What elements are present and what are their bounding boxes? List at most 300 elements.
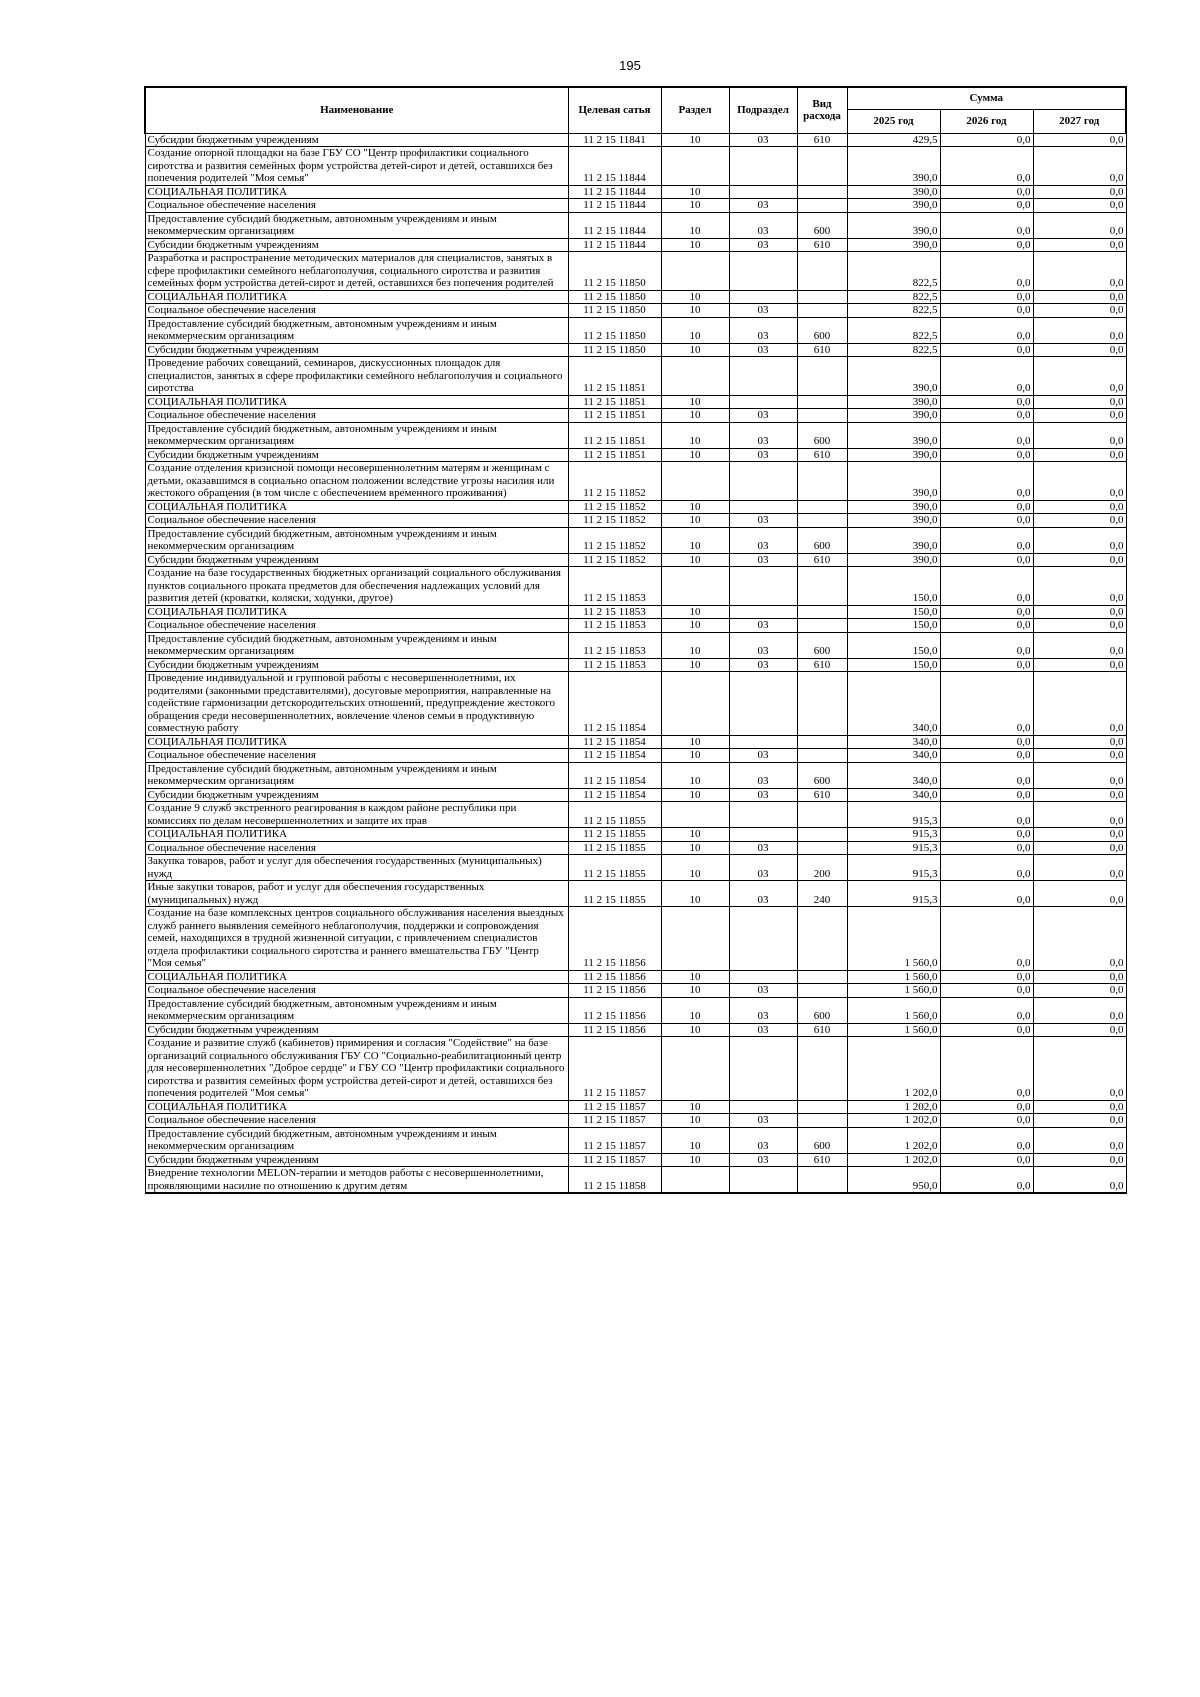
table-row [145,500,1126,514]
row-subsection: 03 [729,855,797,881]
row-name: Предоставление субсидий бюджетным, автономным учреждениям и иным некоммерческим организациям [145,632,568,658]
row-section [661,672,729,736]
row-expense-type: 600 [797,422,847,448]
row-subsection: 03 [729,984,797,998]
row-sum-2026: 0,0 [940,448,1033,462]
row-sum-2027: 0,0 [1033,658,1126,672]
row-expense-type [797,514,847,528]
row-subsection: 03 [729,762,797,788]
row-sum-2026: 0,0 [940,632,1033,658]
table-row [145,762,1126,788]
row-sum-2026: 0,0 [940,672,1033,736]
row-name: СОЦИАЛЬНАЯ ПОЛИТИКА [145,735,568,749]
row-subsection [729,500,797,514]
row-target: 11 2 15 11858 [568,1167,661,1194]
row-expense-type: 240 [797,881,847,907]
row-section [661,907,729,971]
row-sum-2025: 340,0 [847,672,940,736]
row-section: 10 [661,133,729,147]
row-target: 11 2 15 11854 [568,749,661,763]
row-expense-type: 610 [797,238,847,252]
row-sum-2026: 0,0 [940,422,1033,448]
row-target: 11 2 15 11854 [568,762,661,788]
row-subsection: 03 [729,841,797,855]
row-target: 11 2 15 11844 [568,147,661,186]
row-target: 11 2 15 11844 [568,212,661,238]
row-subsection: 03 [729,317,797,343]
table-row [145,841,1126,855]
row-expense-type [797,147,847,186]
row-subsection: 03 [729,133,797,147]
row-sum-2026: 0,0 [940,462,1033,501]
table-row [145,605,1126,619]
row-subsection [729,147,797,186]
row-target: 11 2 15 11856 [568,907,661,971]
row-sum-2025: 1 560,0 [847,1023,940,1037]
row-subsection [729,970,797,984]
row-target: 11 2 15 11851 [568,395,661,409]
table-row [145,828,1126,842]
row-subsection [729,252,797,291]
row-section: 10 [661,1114,729,1128]
row-sum-2025: 390,0 [847,212,940,238]
row-section: 10 [661,500,729,514]
row-sum-2026: 0,0 [940,881,1033,907]
row-sum-2026: 0,0 [940,1037,1033,1101]
row-sum-2027: 0,0 [1033,1023,1126,1037]
row-section: 10 [661,658,729,672]
row-expense-type [797,304,847,318]
table-row [145,527,1126,553]
table-row [145,735,1126,749]
row-subsection [729,462,797,501]
row-section: 10 [661,448,729,462]
row-sum-2025: 915,3 [847,881,940,907]
row-sum-2025: 915,3 [847,855,940,881]
row-sum-2027: 0,0 [1033,828,1126,842]
row-sum-2025: 340,0 [847,788,940,802]
row-subsection: 03 [729,212,797,238]
row-target: 11 2 15 11851 [568,448,661,462]
row-sum-2027: 0,0 [1033,672,1126,736]
row-sum-2025: 150,0 [847,605,940,619]
row-sum-2025: 150,0 [847,619,940,633]
row-name: СОЦИАЛЬНАЯ ПОЛИТИКА [145,828,568,842]
row-name: Внедрение технологии MELON-терапии и методов работы с несовершеннолетними, проявляющими насилие по отношению к другим детям [145,1167,568,1194]
row-name: Иные закупки товаров, работ и услуг для обеспечения государственных (муниципальных) нужд [145,881,568,907]
row-expense-type [797,672,847,736]
table-row [145,514,1126,528]
table-row [145,855,1126,881]
table-row [145,802,1126,828]
row-name: СОЦИАЛЬНАЯ ПОЛИТИКА [145,290,568,304]
row-expense-type: 610 [797,1023,847,1037]
row-sum-2025: 822,5 [847,252,940,291]
table-row [145,1153,1126,1167]
row-target: 11 2 15 11853 [568,567,661,606]
row-sum-2027: 0,0 [1033,735,1126,749]
row-section: 10 [661,212,729,238]
row-subsection: 03 [729,409,797,423]
row-target: 11 2 15 11850 [568,252,661,291]
row-target: 11 2 15 11851 [568,409,661,423]
row-sum-2026: 0,0 [940,855,1033,881]
row-sum-2027: 0,0 [1033,199,1126,213]
row-sum-2025: 950,0 [847,1167,940,1194]
row-section: 10 [661,749,729,763]
row-subsection: 03 [729,632,797,658]
row-name: Субсидии бюджетным учреждениям [145,448,568,462]
row-sum-2027: 0,0 [1033,317,1126,343]
row-section: 10 [661,1153,729,1167]
row-name: Социальное обеспечение населения [145,199,568,213]
table-row [145,462,1126,501]
row-sum-2027: 0,0 [1033,749,1126,763]
row-section: 10 [661,605,729,619]
row-expense-type: 610 [797,448,847,462]
row-sum-2025: 390,0 [847,238,940,252]
row-sum-2026: 0,0 [940,841,1033,855]
row-sum-2025: 1 560,0 [847,907,940,971]
row-sum-2026: 0,0 [940,605,1033,619]
row-sum-2026: 0,0 [940,133,1033,147]
row-target: 11 2 15 11852 [568,553,661,567]
header-section: Раздел [661,87,729,133]
row-expense-type [797,1167,847,1194]
row-section [661,462,729,501]
row-name: Социальное обеспечение населения [145,749,568,763]
row-target: 11 2 15 11852 [568,500,661,514]
row-expense-type: 600 [797,632,847,658]
row-subsection [729,185,797,199]
row-target: 11 2 15 11855 [568,802,661,828]
row-subsection [729,672,797,736]
row-sum-2026: 0,0 [940,304,1033,318]
row-expense-type: 600 [797,317,847,343]
row-subsection: 03 [729,448,797,462]
row-sum-2025: 390,0 [847,514,940,528]
row-target: 11 2 15 11850 [568,317,661,343]
row-section: 10 [661,632,729,658]
row-sum-2026: 0,0 [940,802,1033,828]
row-expense-type [797,185,847,199]
row-target: 11 2 15 11854 [568,735,661,749]
row-sum-2026: 0,0 [940,749,1033,763]
row-sum-2026: 0,0 [940,409,1033,423]
row-subsection: 03 [729,514,797,528]
row-name: Социальное обеспечение населения [145,409,568,423]
row-name: Проведение индивидуальной и групповой работы с несовершеннолетними, их родителями (законными представителями), досуговые мероприятия, направленные на содействие гармонизации детскородительских отношений, предупреждение жестокого обращения среди несовершеннолетних, вовлечение членов семьи в продуктивную совместную работу [145,672,568,736]
row-sum-2026: 0,0 [940,970,1033,984]
row-section: 10 [661,841,729,855]
row-target: 11 2 15 11852 [568,462,661,501]
table-row [145,749,1126,763]
row-sum-2025: 1 560,0 [847,984,940,998]
row-sum-2027: 0,0 [1033,185,1126,199]
row-sum-2027: 0,0 [1033,448,1126,462]
row-section: 10 [661,1023,729,1037]
table-row [145,553,1126,567]
row-sum-2026: 0,0 [940,212,1033,238]
table-row [145,907,1126,971]
table-row [145,1037,1126,1101]
row-target: 11 2 15 11850 [568,290,661,304]
row-section: 10 [661,238,729,252]
table-row [145,133,1126,147]
row-name: Субсидии бюджетным учреждениям [145,238,568,252]
row-sum-2026: 0,0 [940,199,1033,213]
table-row [145,317,1126,343]
row-subsection [729,395,797,409]
table-row [145,304,1126,318]
row-target: 11 2 15 11855 [568,881,661,907]
row-section: 10 [661,343,729,357]
header-name: Наименование [145,87,568,133]
row-subsection [729,290,797,304]
row-sum-2025: 340,0 [847,749,940,763]
row-name: Социальное обеспечение населения [145,619,568,633]
row-name: Закупка товаров, работ и услуг для обеспечения государственных (муниципальных) нужд [145,855,568,881]
row-subsection [729,1100,797,1114]
table-row [145,448,1126,462]
row-target: 11 2 15 11852 [568,514,661,528]
row-target: 11 2 15 11857 [568,1127,661,1153]
row-name: Предоставление субсидий бюджетным, автономным учреждениям и иным некоммерческим организациям [145,317,568,343]
row-sum-2025: 390,0 [847,395,940,409]
row-subsection [729,605,797,619]
row-target: 11 2 15 11851 [568,357,661,396]
table-row [145,672,1126,736]
table-header [145,87,1126,133]
row-section [661,147,729,186]
row-name: Предоставление субсидий бюджетным, автономным учреждениям и иным некоммерческим организациям [145,997,568,1023]
row-expense-type [797,252,847,291]
row-target: 11 2 15 11841 [568,133,661,147]
row-sum-2027: 0,0 [1033,553,1126,567]
row-sum-2027: 0,0 [1033,1100,1126,1114]
row-target: 11 2 15 11844 [568,199,661,213]
table-row [145,147,1126,186]
row-target: 11 2 15 11854 [568,672,661,736]
row-section: 10 [661,1100,729,1114]
row-subsection [729,1037,797,1101]
row-sum-2025: 150,0 [847,632,940,658]
row-sum-2025: 429,5 [847,133,940,147]
row-sum-2025: 822,5 [847,304,940,318]
row-expense-type [797,605,847,619]
table-row [145,567,1126,606]
row-sum-2027: 0,0 [1033,290,1126,304]
row-sum-2027: 0,0 [1033,619,1126,633]
row-name: Создание опорной площадки на базе ГБУ СО "Центр профилактики социального сиротства и развития семейных форм устройства детей-сирот и детей, оставшихся без попечения родителей "Моя семья" [145,147,568,186]
row-sum-2026: 0,0 [940,658,1033,672]
row-target: 11 2 15 11855 [568,841,661,855]
row-sum-2025: 340,0 [847,735,940,749]
row-expense-type [797,828,847,842]
row-sum-2026: 0,0 [940,252,1033,291]
table-row [145,1023,1126,1037]
row-sum-2027: 0,0 [1033,997,1126,1023]
row-name: СОЦИАЛЬНАЯ ПОЛИТИКА [145,395,568,409]
row-section [661,567,729,606]
row-subsection: 03 [729,881,797,907]
row-target: 11 2 15 11857 [568,1114,661,1128]
row-sum-2027: 0,0 [1033,970,1126,984]
row-sum-2025: 822,5 [847,290,940,304]
table-row [145,422,1126,448]
table-row [145,997,1126,1023]
row-sum-2025: 390,0 [847,422,940,448]
row-target: 11 2 15 11853 [568,632,661,658]
row-sum-2027: 0,0 [1033,1037,1126,1101]
table-row [145,409,1126,423]
row-subsection: 03 [729,749,797,763]
row-expense-type [797,749,847,763]
row-expense-type: 600 [797,527,847,553]
row-sum-2025: 390,0 [847,553,940,567]
row-sum-2026: 0,0 [940,984,1033,998]
row-expense-type [797,395,847,409]
row-sum-2025: 390,0 [847,527,940,553]
row-sum-2026: 0,0 [940,997,1033,1023]
row-name: СОЦИАЛЬНАЯ ПОЛИТИКА [145,970,568,984]
row-name: Предоставление субсидий бюджетным, автономным учреждениям и иным некоммерческим организациям [145,1127,568,1153]
row-sum-2026: 0,0 [940,762,1033,788]
row-sum-2026: 0,0 [940,185,1033,199]
row-expense-type: 610 [797,658,847,672]
row-target: 11 2 15 11853 [568,605,661,619]
row-sum-2027: 0,0 [1033,762,1126,788]
row-sum-2025: 150,0 [847,658,940,672]
row-expense-type: 610 [797,553,847,567]
row-expense-type: 600 [797,762,847,788]
row-sum-2027: 0,0 [1033,357,1126,396]
row-section: 10 [661,984,729,998]
row-expense-type [797,1100,847,1114]
row-subsection: 03 [729,1153,797,1167]
row-sum-2026: 0,0 [940,907,1033,971]
row-target: 11 2 15 11856 [568,997,661,1023]
row-name: СОЦИАЛЬНАЯ ПОЛИТИКА [145,1100,568,1114]
row-sum-2026: 0,0 [940,1153,1033,1167]
row-expense-type: 610 [797,133,847,147]
row-sum-2027: 0,0 [1033,133,1126,147]
row-sum-2025: 822,5 [847,317,940,343]
row-section: 10 [661,317,729,343]
row-name: Субсидии бюджетным учреждениям [145,658,568,672]
row-sum-2025: 915,3 [847,841,940,855]
row-subsection: 03 [729,1023,797,1037]
row-sum-2026: 0,0 [940,828,1033,842]
table-row [145,1114,1126,1128]
row-subsection [729,567,797,606]
row-sum-2027: 0,0 [1033,527,1126,553]
row-sum-2025: 390,0 [847,409,940,423]
row-sum-2025: 1 560,0 [847,997,940,1023]
table-row [145,970,1126,984]
row-expense-type [797,970,847,984]
row-subsection [729,828,797,842]
row-name: Предоставление субсидий бюджетным, автономным учреждениям и иным некоммерческим организациям [145,212,568,238]
row-expense-type: 600 [797,997,847,1023]
table-row [145,658,1126,672]
row-target: 11 2 15 11851 [568,422,661,448]
row-sum-2027: 0,0 [1033,1153,1126,1167]
row-sum-2027: 0,0 [1033,212,1126,238]
row-sum-2027: 0,0 [1033,395,1126,409]
row-target: 11 2 15 11850 [568,304,661,318]
row-sum-2026: 0,0 [940,1100,1033,1114]
table-row [145,619,1126,633]
row-subsection [729,907,797,971]
table-row [145,238,1126,252]
row-expense-type [797,619,847,633]
row-name: Субсидии бюджетным учреждениям [145,553,568,567]
row-name: Создание на базе государственных бюджетных организаций социального обслуживания пунктов социального проката предметов для обеспечения надлежащих условий для развития детей (кроватки, коляски, ходунки, другое) [145,567,568,606]
row-section: 10 [661,997,729,1023]
row-subsection [729,802,797,828]
row-sum-2027: 0,0 [1033,855,1126,881]
row-target: 11 2 15 11853 [568,619,661,633]
row-expense-type: 600 [797,1127,847,1153]
row-expense-type [797,567,847,606]
row-sum-2027: 0,0 [1033,462,1126,501]
row-target: 11 2 15 11857 [568,1100,661,1114]
row-expense-type [797,1037,847,1101]
row-section: 10 [661,409,729,423]
row-sum-2027: 0,0 [1033,841,1126,855]
row-sum-2026: 0,0 [940,395,1033,409]
row-subsection: 03 [729,553,797,567]
row-section [661,802,729,828]
row-subsection: 03 [729,304,797,318]
row-sum-2027: 0,0 [1033,802,1126,828]
row-name: Проведение рабочих совещаний, семинаров, дискуссионных площадок для специалистов, занятых в сфере профилактики семейного неблагополучия и социального сиротства [145,357,568,396]
row-section: 10 [661,1127,729,1153]
row-sum-2027: 0,0 [1033,343,1126,357]
header-target: Целевая сатья [568,87,661,133]
row-sum-2027: 0,0 [1033,881,1126,907]
row-sum-2025: 915,3 [847,828,940,842]
row-sum-2027: 0,0 [1033,632,1126,658]
row-expense-type: 610 [797,1153,847,1167]
row-expense-type [797,199,847,213]
row-sum-2025: 1 202,0 [847,1153,940,1167]
row-subsection [729,1167,797,1194]
row-section: 10 [661,422,729,448]
row-sum-2026: 0,0 [940,343,1033,357]
table-row [145,788,1126,802]
row-sum-2026: 0,0 [940,1023,1033,1037]
table-row [145,984,1126,998]
row-name: Создание 9 служб экстренного реагирования в каждом районе республики при комиссиях по делам несовершеннолетних и защите их прав [145,802,568,828]
row-name: Разработка и распространение методических материалов для специалистов, занятых в сфере профилактики семейного неблагополучия, социального сиротства и развития семейных форм устройства детей-сирот и детей, оставшихся без попечения родителей [145,252,568,291]
table-row [145,252,1126,291]
row-sum-2026: 0,0 [940,238,1033,252]
table-row [145,881,1126,907]
row-expense-type: 600 [797,212,847,238]
header-2025: 2025 год [847,109,940,133]
row-name: Субсидии бюджетным учреждениям [145,1153,568,1167]
row-sum-2027: 0,0 [1033,409,1126,423]
row-sum-2026: 0,0 [940,619,1033,633]
row-name: Предоставление субсидий бюджетным, автономным учреждениям и иным некоммерческим организациям [145,762,568,788]
row-target: 11 2 15 11850 [568,343,661,357]
budget-table [144,86,1127,1194]
row-expense-type [797,907,847,971]
row-expense-type: 610 [797,343,847,357]
row-sum-2026: 0,0 [940,500,1033,514]
